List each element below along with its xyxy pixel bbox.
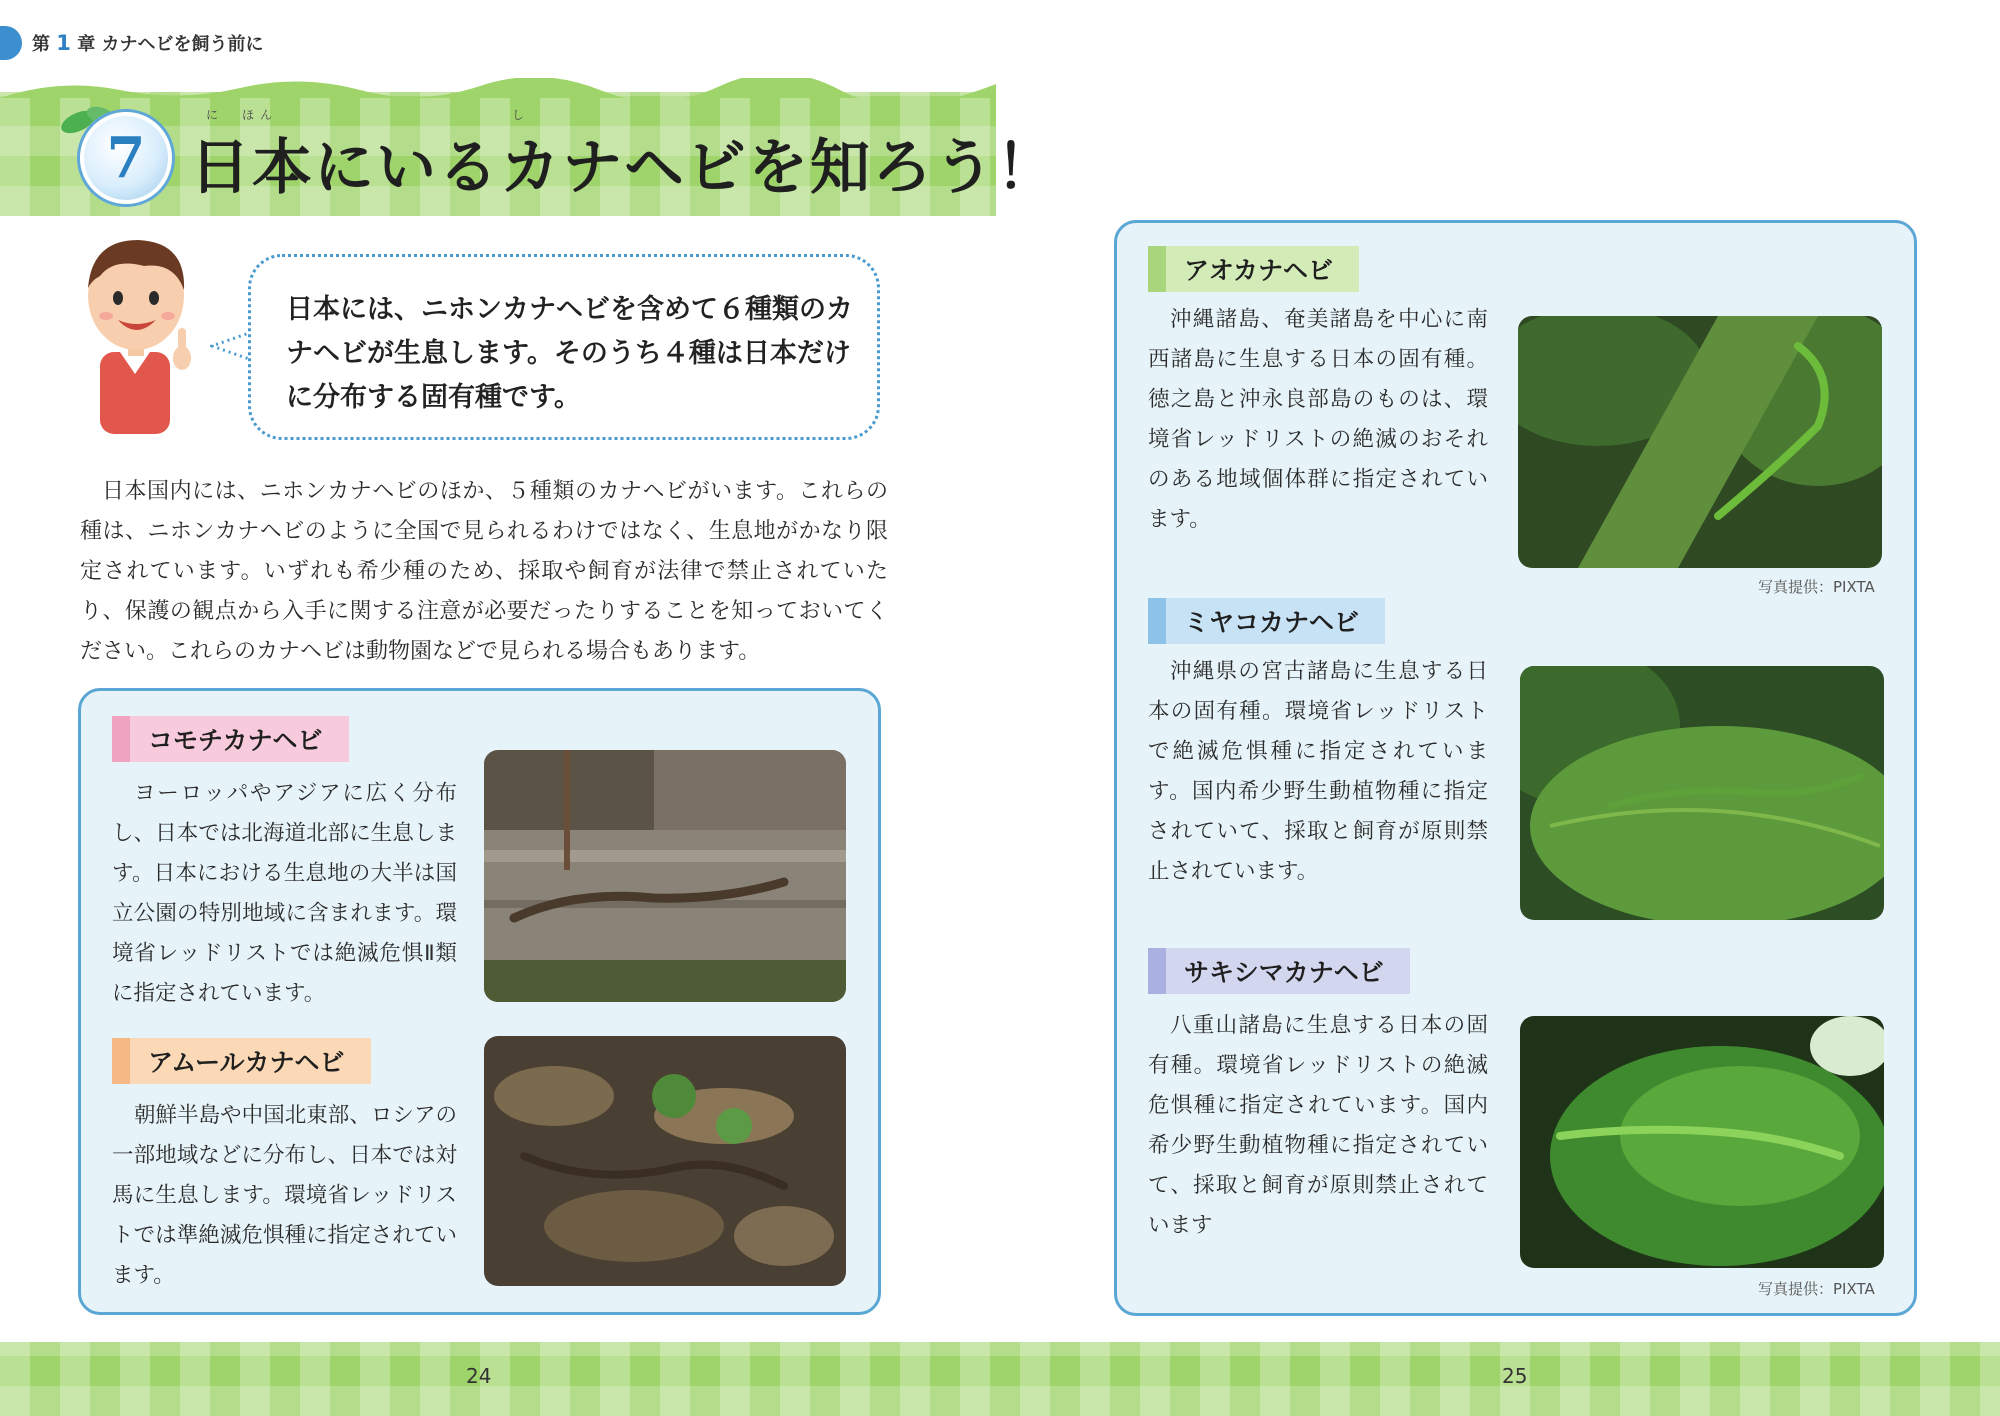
chapter-label <box>32 30 263 56</box>
species-desc-sakishima: 八重山諸島に生息する日本の固有種。環境省レッドリストの絶滅危惧種に指定されています。国内希少野生動植物種に指定されていて、採取と飼育が原則禁止されています <box>1148 1013 1488 1238</box>
species-desc-miyako: 沖縄県の宮古諸島に生息する日本の固有種。環境省レッドリストで絶滅危惧種に指定されています。国内希少野生動植物種に指定されていて、採取と飼育が原則禁止されています。 <box>1148 659 1488 884</box>
chapter-title: カナヘビを飼う前に <box>101 34 264 55</box>
intro-paragraph: 日本国内には、ニホンカナヘビのほか、５種類のカナヘビがいます。これらの種は、ニホンカナヘビのように全国で見られるわけではなく、生息地がかなり限定されています。いずれも希少種のため、採取や飼育が法律で禁止されていたり、保護の観点から入手に関する注意が必要だったりすることを知っておいてください。これらのカナヘビは動物園などで見られる場合もあります。 <box>80 479 888 664</box>
species-label-amur: アムールカナヘビ <box>112 1038 371 1084</box>
title-ruby: に ほん し <box>206 108 531 122</box>
page-number-left: 24 <box>466 1364 492 1388</box>
chapter-number: 1 <box>56 31 71 55</box>
photo-amur-kanahebi <box>484 1036 846 1286</box>
photo-sakishima-kanahebi <box>1520 1016 1884 1268</box>
species-label-miyako: ミヤコカナヘビ <box>1148 598 1385 644</box>
photo-komochi-kanahebi <box>484 750 846 1002</box>
chapter-header <box>0 26 263 60</box>
species-desc-amur: 朝鮮半島や中国北東部、ロシアの一部地域などに分布し、日本では対馬に生息します。環境省レッドリストでは準絶滅危惧種に指定されています。 <box>112 1103 457 1288</box>
page-number-right: 25 <box>1502 1364 1528 1388</box>
photo-ao-kanahebi <box>1518 316 1882 568</box>
chapter-marker <box>0 26 22 60</box>
band-wave <box>0 78 996 98</box>
footer-band <box>0 1342 2000 1416</box>
species-desc-komochi: ヨーロッパやアジアに広く分布し、日本では北海道北部に生息します。日本における生息地の大半は国立公園の特別地域に含まれます。環境省レッドリストでは絶滅危惧Ⅱ類に指定されています。 <box>112 781 457 1006</box>
section-number-badge: 7 <box>80 112 172 204</box>
photo-credit-ao: 写真提供：PIXTA <box>1758 578 1875 596</box>
speech-bubble-text: 日本には、ニホンカナヘビを含めて６種類のカナヘビが生息します。そのうち４種は日本だけに分布する固有種です。 <box>286 294 853 413</box>
photo-miyako-kanahebi <box>1520 666 1884 920</box>
photo-credit-sakishima: 写真提供：PIXTA <box>1758 1280 1875 1298</box>
species-desc-ao: 沖縄諸島、奄美諸島を中心に南西諸島に生息する日本の固有種。徳之島と沖永良部島のものは、環境省レッドリストの絶滅のおそれのある地域個体群に指定されています。 <box>1148 307 1488 532</box>
chapter-suffix: 章 <box>77 34 96 55</box>
species-label-sakishima: サキシマカナヘビ <box>1148 948 1410 994</box>
species-label-komochi: コモチカナヘビ <box>112 716 349 762</box>
section-title: 日本にいるカナヘビを知ろう！ <box>190 133 1058 203</box>
boy-illustration <box>78 232 202 434</box>
species-label-ao: アオカナヘビ <box>1148 246 1359 292</box>
chapter-prefix: 第 <box>32 34 50 55</box>
